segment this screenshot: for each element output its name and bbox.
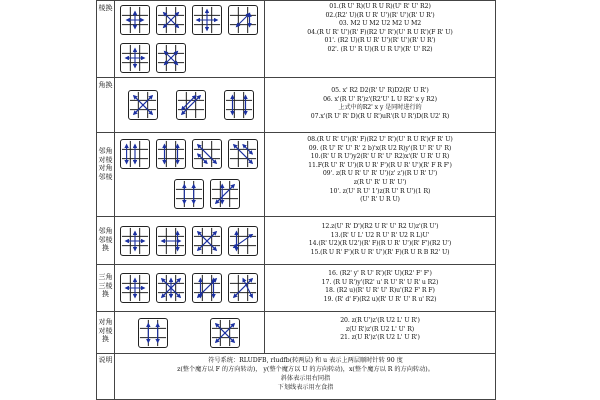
algorithm-line: 02.(R2' U)(R U R' U')(R' U')(R' U R') xyxy=(325,11,435,19)
algorithm-line: 07.x'(R U' R' D)(R U R')uR'(R U R')D(R U2' R) xyxy=(310,112,450,120)
algorithm-line: 10'. z(U' R U' 1')z(R U' R U')(1 R) xyxy=(329,187,431,195)
algorithm-line: 14.(R' U2)(R U2')(R' F)(R U R' U')(R' F')(R2 U') xyxy=(308,240,452,248)
category-diag-corner-edge: 对角 对棱 换 xyxy=(97,312,115,353)
algorithms-three-corner xyxy=(265,270,495,304)
cube-arrows-graphic xyxy=(193,140,221,168)
algorithm-line: 04.(R U R' U')(R' F)(R2 U' R')(U' R U R')(F R' U) xyxy=(307,28,453,36)
cube-diagram xyxy=(228,5,258,35)
cube-diagram xyxy=(192,273,222,303)
cube-diagram xyxy=(138,318,168,348)
swap-arrow xyxy=(182,96,201,115)
cube-diagram xyxy=(228,273,258,303)
diagrams-adj-corner-adj-edge xyxy=(116,217,265,264)
cube-arrows-graphic xyxy=(229,274,257,302)
category-notes: 说明 xyxy=(97,354,115,399)
cube-diagram xyxy=(120,273,150,303)
note-line: 斜体表示用右同指 xyxy=(280,375,331,382)
algorithm-line: 18. (R2 u)(R' U R' U' R)u'(R2 F' R F) xyxy=(325,287,435,295)
cube-arrows-graphic xyxy=(229,6,257,34)
note-line: z(整个魔方以 F 的方向转动)， y(整个魔方以 U 的方向转动)，x(整个魔方以 R 的方向转动)。 xyxy=(177,366,434,373)
algorithm-line: 09'. z(R U R' U' R' U')(z' z')(R U R' U') xyxy=(322,170,438,178)
cube-diagram xyxy=(176,90,206,120)
algorithm-line: 19. (R' d' F)(R2 u)(R' U R' U' R u' R2) xyxy=(323,295,437,303)
category-adj-corner-opp-edge: 邻角 对棱 对角 邻棱 xyxy=(97,133,115,216)
algorithms-corner-swap xyxy=(265,87,495,121)
cube-arrows-graphic xyxy=(121,140,149,168)
algorithm-line: z(U R')z'(R U2 L' U' R) xyxy=(345,325,415,333)
cube-arrows-graphic xyxy=(229,140,257,168)
cube-arrows-graphic xyxy=(157,227,185,255)
cube-diagram xyxy=(120,139,150,169)
algorithms-adj-corner-adj-edge xyxy=(265,223,495,257)
row-notes xyxy=(97,353,495,400)
cube-arrows-graphic xyxy=(229,227,257,255)
row-corner-swap xyxy=(97,77,495,132)
algorithm-line: 01.(R U' R)(U R U R)(U' R' U' R2) xyxy=(329,3,431,10)
cube-arrows-graphic xyxy=(211,319,239,347)
diagrams-three-corner xyxy=(116,265,265,311)
algorithm-line: 上式中的R2' x y 是同时进行的 xyxy=(338,104,422,112)
algorithm-line: 08.(R U R' U')(R' F)(R2 U' R')(U' R U R')(F R' U) xyxy=(307,136,453,143)
cube-diagram xyxy=(156,5,186,35)
diagrams-adj-corner-opp-edge xyxy=(116,133,265,216)
swap-arrow xyxy=(198,145,217,164)
cube-arrows-graphic xyxy=(157,140,185,168)
category-edge-swap: 棱换 xyxy=(97,1,115,77)
algorithm-line: 02'. (R U' R U)(R U R U')(R' U' R2) xyxy=(327,45,433,53)
cube-arrows-graphic xyxy=(121,6,149,34)
diagrams-edge-swap xyxy=(116,1,265,77)
algorithm-line: 17. (R U R')y'(R2' u' R U' R' U R' u R2) xyxy=(321,278,439,286)
cube-arrows-graphic xyxy=(193,274,221,302)
cube-arrows-graphic xyxy=(157,6,185,34)
cube-diagram xyxy=(120,43,150,73)
algorithm-line: 11.F(R U' R' U')(R U R' F')(R U R' U')(R' F R F') xyxy=(308,161,452,169)
cube-arrows-graphic xyxy=(211,180,239,208)
category-corner-swap: 角换 xyxy=(97,78,115,132)
algorithm-line: 15.(R U R' F')(R U R' U')(R' F)(R U R B R2' U) xyxy=(310,248,450,256)
cube-arrows-graphic xyxy=(175,180,203,208)
cube-arrows-graphic xyxy=(177,91,205,119)
algorithms-diag-corner-edge xyxy=(265,317,495,343)
algorithm-line: (U' R' U R U) xyxy=(360,196,400,204)
algorithm-line: 12.z(U' R' D')(R2 U R' U' R2 U)z'(R U') xyxy=(321,223,439,230)
cube-diagram xyxy=(192,5,222,35)
cube-arrows-graphic xyxy=(157,44,185,72)
swap-arrow xyxy=(216,185,235,204)
cube-arrows-graphic xyxy=(121,227,149,255)
cube-diagram xyxy=(210,318,240,348)
diagrams-corner-swap xyxy=(116,78,265,132)
cube-diagram xyxy=(228,226,258,256)
cube-diagram xyxy=(228,139,258,169)
note-line: 下划线表示用左食指 xyxy=(277,384,334,391)
diagrams-diag-corner-edge xyxy=(116,312,265,353)
cube-arrows-graphic xyxy=(193,227,221,255)
row-adj-corner-adj-edge xyxy=(97,216,495,264)
cube-diagram xyxy=(128,90,158,120)
cube-arrows-graphic xyxy=(139,319,167,347)
row-diag-corner-edge xyxy=(97,311,495,353)
cube-arrows-graphic xyxy=(121,274,149,302)
algorithm-line: 06. x'(R U' R')z'(R2'U' L U R2' x y R2) xyxy=(323,95,437,103)
algorithm-line: 03. M2 U M2 U2 M2 U M2 xyxy=(338,20,422,28)
row-adj-corner-opp-edge xyxy=(97,132,495,216)
cube-diagram xyxy=(210,179,240,209)
algorithm-line: 16. (R2' y' R U' R')(R' U)(R2' F' F') xyxy=(328,270,432,277)
cube-arrows-graphic xyxy=(121,44,149,72)
algorithm-line: 20. z(R U')z'(R U2 L' U R') xyxy=(340,317,420,324)
algorithms-adj-corner-opp-edge xyxy=(265,136,495,205)
algorithm-line: 10.(R' U R U')y2(R' U R' U' R2)x'(R' U R' U R) xyxy=(310,153,450,161)
algorithm-line: 21. z(U R')z'(R U2 L' U R') xyxy=(340,334,420,342)
algorithm-line: 13.(R' U L' U2 R U' R' U2 R L)U' xyxy=(330,231,430,239)
algorithm-line: 09. (R U' R' U' R' 2 b)'x(R U2 R)y'(R U' R' U' R) xyxy=(308,144,452,152)
cube-arrows-graphic xyxy=(225,91,253,119)
note-line: 符号系统：RLUDFB, rludfb(转两层) 和 u 表示上两层顺时针转 90 度 xyxy=(208,357,403,364)
cube-arrows-graphic xyxy=(157,274,185,302)
swap-arrow xyxy=(234,145,253,164)
notes-text xyxy=(116,356,495,392)
cube-diagram xyxy=(156,139,186,169)
cube-arrows-graphic xyxy=(193,6,221,34)
category-adj-corner-adj-edge: 邻角 邻棱 换 xyxy=(97,217,115,264)
algorithm-line: 05. x' R2 D2(R' U' R)D2(R' U R') xyxy=(331,87,429,94)
algorithm-line: z(R U' R' U R' U') xyxy=(353,178,407,186)
swap-arrow xyxy=(234,279,253,298)
row-edge-swap xyxy=(97,0,495,77)
cube-diagram xyxy=(192,226,222,256)
cube-diagram xyxy=(156,43,186,73)
algorithms-edge-swap xyxy=(265,3,495,55)
algorithm-line: 01'. (R2 U)(R U R' U')(R' U')(R' U R') xyxy=(324,37,436,45)
cube-arrows-graphic xyxy=(129,91,157,119)
cube-diagram xyxy=(156,226,186,256)
cube-diagram xyxy=(156,273,186,303)
cube-diagram xyxy=(192,139,222,169)
cube-diagram xyxy=(224,90,254,120)
oll-pll-table xyxy=(96,0,496,400)
category-three-corner: 三角 三棱 换 xyxy=(97,265,115,311)
cube-diagram xyxy=(120,226,150,256)
cube-diagram xyxy=(120,5,150,35)
row-three-corner xyxy=(97,264,495,311)
cube-diagram xyxy=(174,179,204,209)
